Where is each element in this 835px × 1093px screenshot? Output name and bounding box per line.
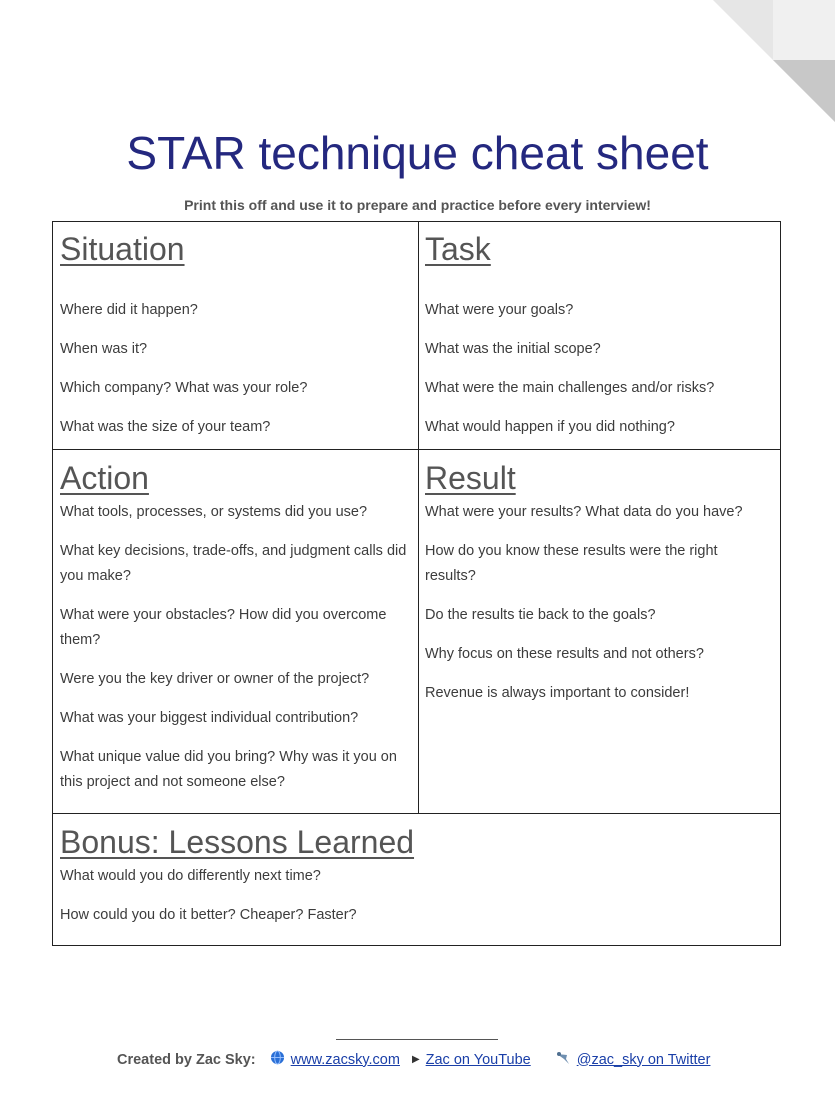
question-item: What was the size of your team?: [60, 419, 271, 435]
twitter-link[interactable]: @zac_sky on Twitter: [576, 1051, 711, 1068]
star-table: [52, 221, 781, 946]
action-questions: [60, 500, 410, 795]
bonus-section: [53, 820, 780, 942]
question-item: Do the results tie back to the goals?: [425, 607, 656, 623]
question-item: What was your biggest individual contribution?: [60, 710, 359, 726]
question-item: Why focus on these results and not others?: [425, 646, 704, 662]
action-heading: Action: [60, 460, 149, 496]
bonus-questions: [60, 864, 772, 928]
page-corner-fold: [713, 0, 835, 122]
play-icon: ▶: [411, 1054, 420, 1065]
task-heading: Task: [425, 231, 491, 267]
question-item: What key decisions, trade-offs, and judgment calls did you make?: [60, 543, 407, 584]
question-item: How could you do it better? Cheaper? Faster?: [60, 907, 357, 923]
question-item: What unique value did you bring? Why was it you on this project and not someone else?: [60, 749, 397, 790]
bird-icon: [555, 1051, 571, 1069]
footer-label: Created by Zac Sky:: [117, 1051, 256, 1068]
website-link[interactable]: www.zacsky.com: [290, 1051, 400, 1068]
question-item: What were your obstacles? How did you overcome them?: [60, 607, 387, 648]
footer: [117, 1050, 710, 1069]
globe-icon: [270, 1050, 285, 1069]
question-item: What were the main challenges and/or risks?: [425, 380, 715, 396]
question-item: Which company? What was your role?: [60, 380, 308, 396]
result-questions: [425, 500, 772, 706]
question-item: What was the initial scope?: [425, 341, 601, 357]
situation-heading: Situation: [60, 231, 185, 267]
question-item: Revenue is always important to consider!: [425, 685, 690, 701]
question-item: Where did it happen?: [60, 302, 198, 318]
result-section: [418, 456, 780, 720]
question-item: What were your results? What data do you have?: [425, 504, 743, 520]
question-item: What were your goals?: [425, 302, 574, 318]
page-title: STAR technique cheat sheet: [126, 127, 709, 179]
bonus-heading: Bonus: Lessons Learned: [60, 824, 415, 860]
page-subtitle: Print this off and use it to prepare and practice before every interview!: [184, 197, 651, 213]
task-questions: [425, 298, 772, 440]
question-item: What would you do differently next time?: [60, 868, 321, 884]
footer-divider: [336, 1039, 498, 1040]
situation-questions: [60, 298, 410, 440]
question-item: What would happen if you did nothing?: [425, 419, 675, 435]
question-item: What tools, processes, or systems did you use?: [60, 504, 368, 520]
youtube-link[interactable]: Zac on YouTube: [425, 1051, 531, 1068]
question-item: How do you know these results were the right results?: [425, 543, 718, 584]
row-divider: [53, 813, 780, 814]
question-item: When was it?: [60, 341, 148, 357]
action-section: [53, 456, 418, 809]
result-heading: Result: [425, 460, 516, 496]
situation-section: [53, 227, 418, 454]
task-section: [418, 227, 780, 454]
question-item: Were you the key driver or owner of the project?: [60, 671, 370, 687]
